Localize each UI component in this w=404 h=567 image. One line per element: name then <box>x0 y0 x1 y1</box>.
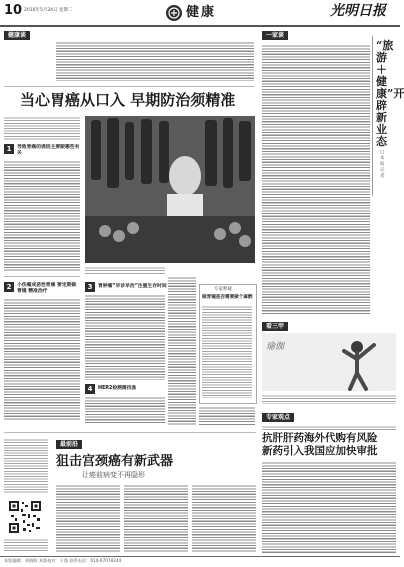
section-label-top-hospitals: 看三甲 <box>262 322 288 331</box>
expert-box-text <box>202 305 252 398</box>
qr-code <box>8 500 42 534</box>
subhead-3-number: 3 <box>85 282 95 292</box>
bottom-text-col-1 <box>56 484 120 552</box>
expert-box-title: 做胃镜是否需要做个麻醉 <box>202 295 253 300</box>
expert-view-kicker <box>262 425 396 430</box>
bottom-text-col-3 <box>192 484 256 552</box>
qr-caption <box>4 538 48 552</box>
bottom-divider <box>4 432 256 433</box>
yoga-caption <box>262 394 396 404</box>
section-4-text <box>85 396 165 424</box>
section-2-text <box>4 298 80 420</box>
expert-view-text <box>262 461 396 553</box>
subhead-2-number: 2 <box>4 282 14 292</box>
column-label-one-family: 一家谈 <box>262 31 288 40</box>
subhead-4-number: 4 <box>85 384 95 394</box>
bottom-left-sidebar-text <box>4 438 48 494</box>
section-1-text <box>4 160 80 272</box>
bottom-text-col-2 <box>124 484 188 552</box>
yoga-photo <box>262 333 396 391</box>
subhead-1-number: 1 <box>4 144 14 154</box>
issue-date: 2016年5月24日 星期二 <box>24 8 73 13</box>
footer-rule <box>0 556 400 557</box>
photo-caption-text <box>85 266 165 274</box>
expert-headline-1: 抗肝肝药海外代购有风险 <box>262 432 378 444</box>
lead-headline: 当心胃癌从口入 早期防治须精准 <box>20 91 236 109</box>
column-label-health-talk: 健康谈 <box>4 31 30 40</box>
column-divider <box>4 86 254 87</box>
masthead-rule <box>0 25 400 27</box>
section-3-text-left <box>85 294 165 380</box>
commentary-byline: □ 本报记者 <box>380 150 385 179</box>
section-title: 健康 <box>186 5 217 20</box>
yoga-photo-text: 瑜伽 <box>266 342 285 352</box>
right-of-box-text <box>199 406 255 426</box>
subhead-2: 小伤瘤成恶性胃癌 要定期做胃镜 精准治疗 <box>17 283 77 294</box>
section-label-frontier: 最前沿 <box>56 440 82 449</box>
page-number: 10 <box>4 3 23 18</box>
subhead-1: 导致胃癌的诱因主要跟哪些有关 <box>17 145 80 156</box>
subhead-3: 胃肿瘤“早诊早治”注重生存时间 <box>98 284 167 289</box>
subhead-4: HER2检测需找准 <box>98 386 137 391</box>
left-col-divider-1 <box>4 276 80 277</box>
lead-photo <box>85 116 255 263</box>
bottom-subheadline: 让癌前病变不再隐形 <box>82 471 145 479</box>
bottom-headline: 狙击宫颈癌有新武器 <box>56 454 174 469</box>
section-3-text-right <box>168 276 196 426</box>
section-label-expert-view: 专家观点 <box>262 413 294 422</box>
paper-logo: 光明日报 <box>330 3 386 19</box>
commentary-title: “旅游＋健康”开辟新业态 <box>376 39 404 148</box>
commentary-text <box>262 44 370 314</box>
footer-text: 本版编辑：周晓辉 本版校对：于俊 联系电话：010-67078244 <box>4 558 122 563</box>
expert-headline-2: 新药引入我国应加快审批 <box>262 445 378 457</box>
column-intro-text <box>56 41 254 81</box>
expert-box-label: 专家释疑 <box>214 287 232 292</box>
section-emblem-icon <box>166 5 182 21</box>
lead-intro-text <box>4 116 80 140</box>
